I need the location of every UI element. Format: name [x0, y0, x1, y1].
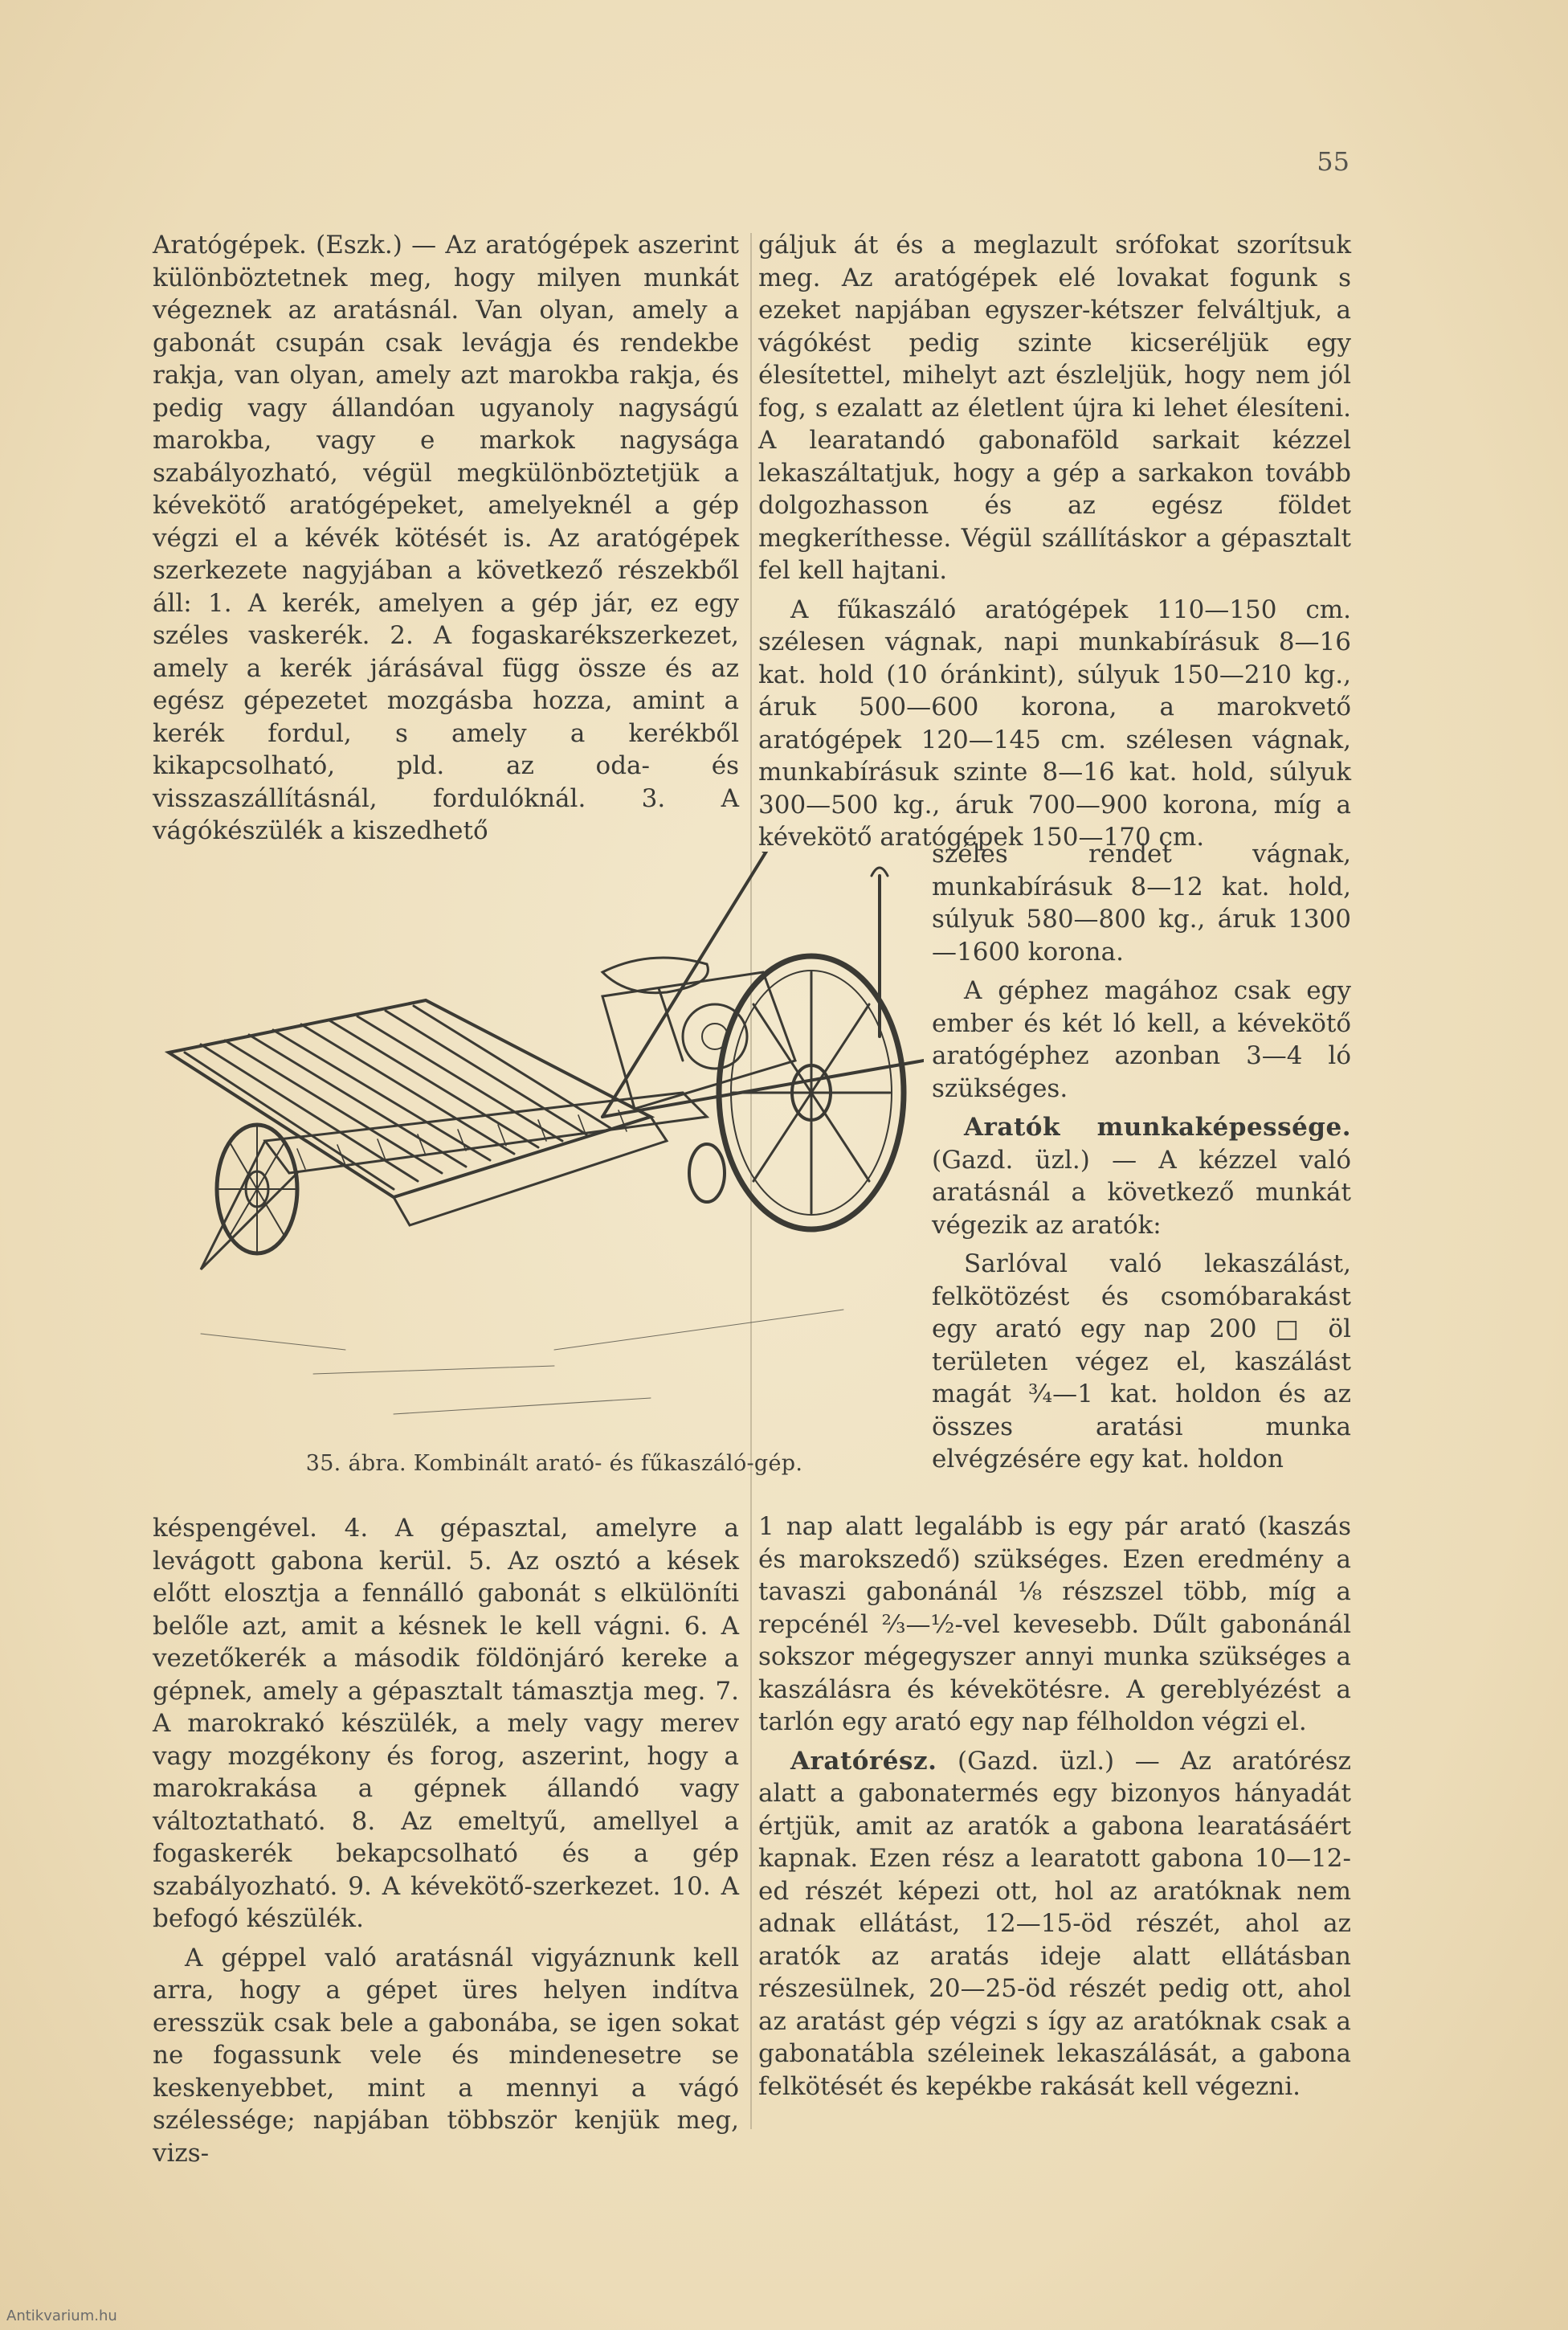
entry-text: (Gazd. üzl.) — A kézzel való aratásnál a következő munkát végezik az aratók: [932, 1145, 1351, 1240]
paragraph-maintenance: gáljuk át és a meglazult srófokat szorítsuk meg. Az aratógépek elé lovakat fogunk s ezeket napjában egyszer-kétszer felváltjuk, a vágókést pedig szinte kicseréljük egy élesítettel, mihelyt azt észleljük, hogy nem jól fog, s ezalatt az életlent újra ki lehet élesíteni. A learatandó gabonaföld sarkait kézzel lekaszáltatjuk, hogy a gép a sarkakon tovább dolgozhasson és az egész földet megkeríthesse. Végül szállításkor a gépasztalt fel kell hajtani. [758, 231, 1351, 585]
right-column-top [758, 229, 1351, 852]
reaper-engraving [153, 852, 924, 1446]
left-column-bottom [153, 1512, 739, 2168]
watermark: Antikvarium.hu [6, 2308, 117, 2324]
paragraph-sarlo: Sarlóval való lekaszálást, felkötözést és csomóbarakást egy arató egy nap 200 □ öl területen végez el, kaszálást magát ¾—1 kat. holdon és az összes aratási munka elvégzésére egy kat. holdon [932, 1249, 1351, 1474]
paragraph-horses: A géphez magához csak egy ember és két ló kell, a kévekötő aratógéphez azonban 3—4 ló szükséges. [932, 976, 1351, 1103]
paragraph-specs: A fűkaszáló aratógépek 110—150 cm. szélesen vágnak, napi munkabírásuk 8—16 kat. hold (10 óránkint), súlyuk 150—210 kg., áruk 500—600 korona, a marokvető aratógépek 120—145 cm. szélesen vágnak, munkabírásuk szinte 8—16 kat. hold, súlyuk 300—500 kg., áruk 700—900 korona, míg a kévekötő aratógépek 150—170 cm. [758, 595, 1351, 852]
paragraph-labor-output: 1 nap alatt legalább is egy pár arató (kaszás és marokszedő) szükséges. Ezen eredmény a tavaszi gabonánál ⅛ részszel több, míg a repcénél ⅔—½-vel kevesebb. Dűlt gabonánál sokszor mégegyszer annyi munka szükséges a kaszálásra és kévekötésre. A gereblyézést a tarlón egy arató egy nap félholdon végzi el. [758, 1512, 1351, 1736]
entry-text: (Gazd. üzl.) — Az aratórész alatt a gabonatermés egy bizonyos hányadát értjük, amit az aratók a gabona learatásáért kapnak. Ezen rész a learatott gabona 10—12-ed részét képezi ott, hol az aratóknak nem adnak ellátást, 12—15-öd részét, ahol az aratók az aratás ideje alatt ellátásban részesülnek, 20—25-öd részét pedig ott, ahol az aratást gép végzi s így az aratóknak csak a gabonatábla széleinek lekaszálását, a gabona felkötését és kepékbe rakását kell végezni. [758, 1746, 1352, 2101]
paragraph-kevekoto-specs: széles rendet vágnak, munkabírásuk 8—12 kat. hold, súlyuk 580—800 kg., áruk 1300—1600 korona. [932, 840, 1351, 967]
figure-reaper-illustration [153, 852, 924, 1446]
paragraph-aratogepek: Aratógépek. (Eszk.) — Az aratógépek aszerint különböztetnek meg, hogy milyen munkát végeznek az aratásnál. Van olyan, amely a gabonát csupán csak levágja és rendekbe rakja, van olyan, amely azt marokba rakja, és pedig vagy állandóan ugyanoly nagyságú marokba, vagy e markok nagysága szabályozható, végül megkülönböztetjük a kévekötő aratógépeket, amelyeknél a gép végzi el a kévék kötését is. Az aratógépek szerkezete nagyjában a következő részekből áll: 1. A kerék, amelyen a gép jár, ez egy széles vaskerék. 2. A fogaskarékszerkezet, amely a kerék járásával függ össze és az egész gépezetet mozgásba hozza, amint a kerék fordul, s amely a kerékből kikapcsolható, pld. az oda- és visszaszállításnál, fordulóknál. 3. A vágókészülék a kiszedhető [153, 231, 739, 845]
right-column-middle [932, 838, 1351, 1513]
right-column-bottom [758, 1510, 1351, 2121]
paragraph-parts-continued: késpengével. 4. A gépasztal, amelyre a levágott gabona kerül. 5. Az osztó a kések előtt elosztja a fennálló gabonát s elkülöníti belőle azt, amit a késnek le kell vágni. 6. A vezetőkerék a második földönjáró kereke a gépnek, amely a gépasztalt támasztja meg. 7. A marokrakó készülék, a mely vagy merev vagy mozgékony és forog, aszerint, hogy a marokrakása a gépnek állandó vagy változtatható. 8. Az emeltyű, amellyel a fogaskerék bekapcsolható és a gép szabályozható. 9. A kévekötő-szerkezet. 10. A befogó készülék. [153, 1514, 739, 1933]
paragraph-operation: A géppel való aratásnál vigyáznunk kell arra, hogy a gépet üres helyen indítva eresszük csak bele a gabonába, se igen sokat ne fogassunk vele és mindenesetre se keskenyebbet, mint a mennyi a vágó szélessége; napjában többször kenjük meg, vizs- [153, 1943, 739, 2168]
left-column-top [153, 229, 739, 845]
entry-aratoresz [758, 1745, 1351, 2103]
figure-caption: 35. ábra. Kombinált arató- és fűkaszáló-gép. [305, 1451, 803, 1476]
headword-aratoresz: Aratórész. [790, 1746, 937, 1776]
page-number: 55 [1317, 146, 1350, 177]
entry-aratok-munkakepessege [932, 1111, 1351, 1241]
headword-aratok-munkakepessege: Aratók munkaképessége. [964, 1113, 1351, 1142]
